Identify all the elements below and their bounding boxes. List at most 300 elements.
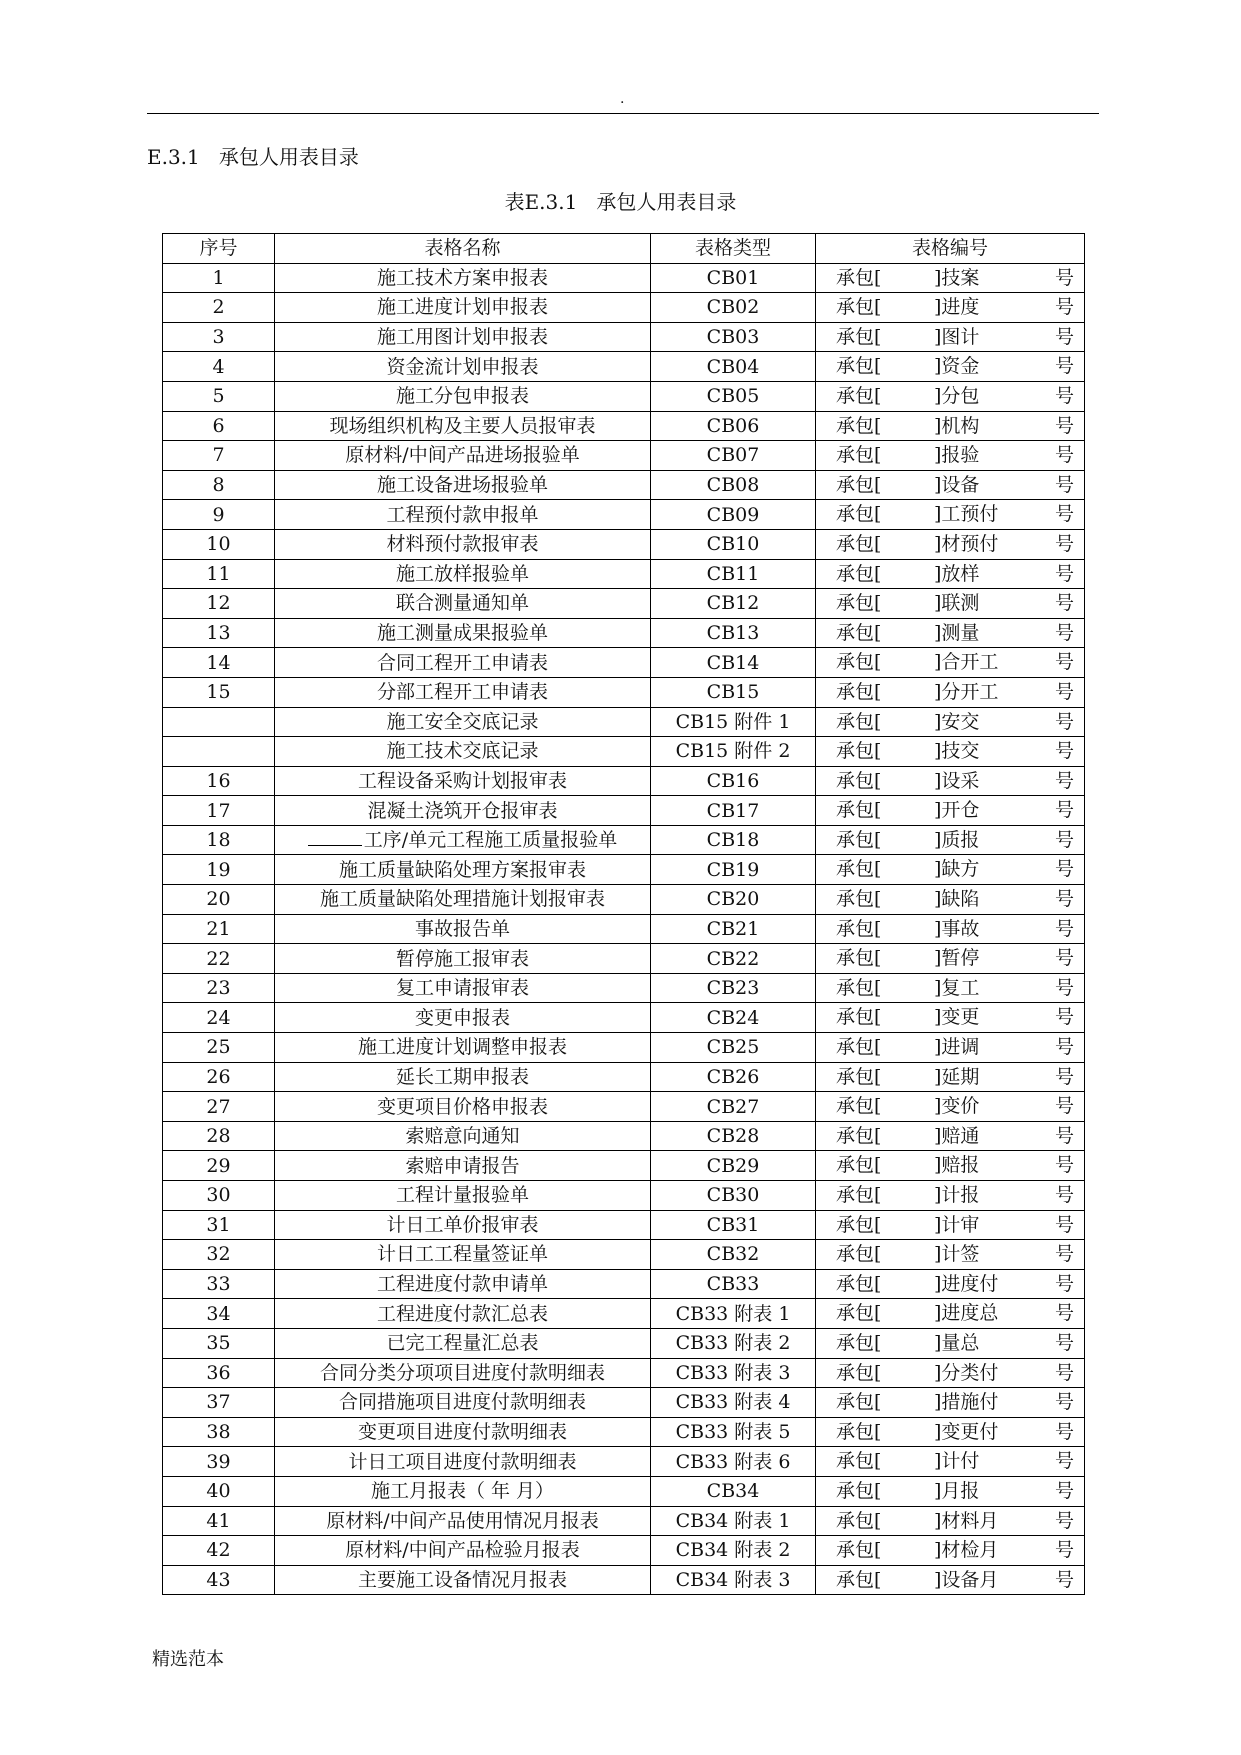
- table-row: [163, 618, 1085, 648]
- row-form-code: [816, 1447, 1085, 1477]
- row-form-type: CB24: [651, 1003, 816, 1033]
- row-code-suffix: 号: [1054, 532, 1074, 555]
- row-form-type: CB16: [651, 766, 816, 796]
- row-code-suffix: 号: [1054, 740, 1074, 763]
- row-code-suffix: 号: [1054, 1302, 1074, 1325]
- row-code-prefix: 承包[: [836, 532, 882, 555]
- header-serial-number: 序号: [163, 234, 275, 264]
- table-row: [163, 1536, 1085, 1566]
- row-form-name: [275, 648, 651, 678]
- row-form-name: [275, 618, 651, 648]
- row-form-name: [275, 263, 651, 293]
- row-form-type: CB19: [651, 855, 816, 885]
- row-code-prefix: 承包[: [836, 947, 882, 970]
- table-row: [163, 1299, 1085, 1329]
- row-form-name: [275, 1092, 651, 1122]
- table-row: [163, 1506, 1085, 1536]
- row-serial-number: 24: [163, 1003, 275, 1033]
- row-form-code: [816, 500, 1085, 530]
- row-form-code: [816, 1092, 1085, 1122]
- row-code-prefix: 承包[: [836, 888, 882, 911]
- row-code-abbrev: ]计签: [934, 1243, 980, 1266]
- row-form-type: CB34 附表 1: [651, 1506, 816, 1536]
- row-form-name-text: 资金流计划申报表: [386, 355, 539, 378]
- row-code-suffix: 号: [1054, 651, 1074, 674]
- row-serial-number: 8: [163, 470, 275, 500]
- row-serial-number: 14: [163, 648, 275, 678]
- row-form-name: [275, 1476, 651, 1506]
- row-code-suffix: 号: [1054, 266, 1074, 289]
- row-code-prefix: 承包[: [836, 1272, 882, 1295]
- row-serial-number: 35: [163, 1328, 275, 1358]
- row-form-name-text: 变更项目价格申报表: [376, 1095, 548, 1118]
- row-form-name-text: 索赔意向通知: [405, 1125, 520, 1148]
- table-row: [163, 1151, 1085, 1181]
- table-row: [163, 707, 1085, 737]
- row-code-suffix: 号: [1054, 384, 1074, 407]
- row-form-type: CB07: [651, 441, 816, 471]
- table-row: [163, 352, 1085, 382]
- row-code-prefix: 承包[: [836, 384, 882, 407]
- row-code-prefix: 承包[: [836, 1036, 882, 1059]
- table-row: [163, 1062, 1085, 1092]
- row-form-name-text: 事故报告单: [414, 917, 510, 940]
- table-row: [163, 1328, 1085, 1358]
- row-code-abbrev: ]赔报: [934, 1154, 980, 1177]
- row-form-name: [275, 973, 651, 1003]
- row-form-code: [816, 1476, 1085, 1506]
- row-code-abbrev: ]事故: [934, 917, 980, 940]
- row-form-name-text: 施工分包申报表: [395, 385, 529, 408]
- row-form-name: [275, 1181, 651, 1211]
- row-code-suffix: 号: [1054, 1184, 1074, 1206]
- row-form-type: CB33 附表 5: [651, 1417, 816, 1447]
- table-row: [163, 559, 1085, 589]
- row-code-prefix: 承包[: [836, 1065, 882, 1088]
- row-code-suffix: 号: [1054, 1450, 1074, 1473]
- row-form-code: [816, 648, 1085, 678]
- row-form-name: [275, 1358, 651, 1388]
- table-row: [163, 677, 1085, 707]
- row-form-name-text: 计日工工程量签证单: [376, 1243, 548, 1266]
- table-row: [163, 500, 1085, 530]
- row-code-abbrev: ]分类付: [934, 1361, 999, 1384]
- row-code-abbrev: ]进调: [934, 1036, 980, 1059]
- row-code-prefix: 承包[: [836, 562, 882, 585]
- row-form-name-text: 主要施工设备情况月报表: [357, 1569, 567, 1592]
- row-form-name: [275, 737, 651, 767]
- row-form-name-text: 工程设备采购计划报审表: [357, 769, 567, 792]
- row-code-abbrev: ]机构: [934, 414, 980, 437]
- row-form-type: CB23: [651, 973, 816, 1003]
- row-code-suffix: 号: [1054, 1539, 1074, 1562]
- row-form-code: [816, 352, 1085, 382]
- row-form-name: [275, 766, 651, 796]
- row-form-code: [816, 1181, 1085, 1211]
- row-serial-number: 36: [163, 1358, 275, 1388]
- row-code-suffix: 号: [1054, 976, 1074, 999]
- row-serial-number: [163, 707, 275, 737]
- row-serial-number: 4: [163, 352, 275, 382]
- row-serial-number: 42: [163, 1536, 275, 1566]
- row-serial-number: [163, 737, 275, 767]
- row-serial-number: 26: [163, 1062, 275, 1092]
- row-form-code: [816, 381, 1085, 411]
- row-code-suffix: 号: [1054, 1243, 1074, 1266]
- row-serial-number: 17: [163, 796, 275, 826]
- row-serial-number: 19: [163, 855, 275, 885]
- row-form-name-text: 施工进度计划调整申报表: [357, 1036, 567, 1059]
- table-row: [163, 944, 1085, 974]
- row-code-prefix: 承包[: [836, 976, 882, 999]
- row-form-name-text: 施工放样报验单: [395, 562, 529, 585]
- row-form-code: [816, 1003, 1085, 1033]
- row-serial-number: 22: [163, 944, 275, 974]
- row-form-name-text: 计日工项目进度付款明细表: [348, 1450, 577, 1473]
- row-form-code: [816, 825, 1085, 855]
- row-form-code: [816, 1033, 1085, 1063]
- row-code-prefix: 承包[: [836, 1095, 882, 1118]
- row-form-name-text: 延长工期申报表: [395, 1065, 529, 1088]
- row-serial-number: 39: [163, 1447, 275, 1477]
- row-code-abbrev: ]设备月: [934, 1568, 999, 1591]
- row-code-suffix: 号: [1054, 947, 1074, 970]
- row-code-prefix: 承包[: [836, 414, 882, 437]
- row-code-abbrev: ]量总: [934, 1331, 980, 1354]
- row-form-name-text: 工程预付款申报单: [386, 503, 539, 526]
- row-code-suffix: 号: [1054, 562, 1074, 585]
- row-code-prefix: 承包[: [836, 1391, 882, 1414]
- row-code-abbrev: ]报验: [934, 444, 980, 467]
- row-form-code: [816, 1328, 1085, 1358]
- row-form-type: CB03: [651, 322, 816, 352]
- row-form-type: CB10: [651, 529, 816, 559]
- table-row: [163, 1447, 1085, 1477]
- row-code-abbrev: ]图计: [934, 325, 980, 348]
- row-code-suffix: 号: [1054, 325, 1074, 348]
- row-form-type: CB06: [651, 411, 816, 441]
- row-serial-number: 2: [163, 293, 275, 323]
- row-form-name-text: 索赔申请报告: [405, 1154, 520, 1177]
- row-serial-number: 37: [163, 1388, 275, 1418]
- table-row: [163, 1388, 1085, 1418]
- table-row: [163, 263, 1085, 293]
- row-form-type: CB25: [651, 1033, 816, 1063]
- row-form-name: [275, 707, 651, 737]
- row-form-type: CB17: [651, 796, 816, 826]
- header-rule: [147, 113, 1099, 114]
- row-code-suffix: 号: [1054, 1420, 1074, 1443]
- table-body: [163, 263, 1085, 1595]
- row-form-code: [816, 589, 1085, 619]
- row-form-name-text: 已完工程量汇总表: [386, 1332, 539, 1355]
- row-code-abbrev: ]测量: [934, 621, 980, 644]
- row-form-code: [816, 411, 1085, 441]
- row-form-type: CB12: [651, 589, 816, 619]
- row-serial-number: 18: [163, 825, 275, 855]
- row-form-type: CB31: [651, 1210, 816, 1240]
- header-form-type: 表格类型: [651, 234, 816, 264]
- table-row: [163, 1240, 1085, 1270]
- table-row: [163, 914, 1085, 944]
- table-row: [163, 973, 1085, 1003]
- row-form-code: [816, 1062, 1085, 1092]
- table-row: [163, 855, 1085, 885]
- row-code-abbrev: ]材预付: [934, 532, 999, 555]
- row-form-type: CB18: [651, 825, 816, 855]
- row-serial-number: 7: [163, 441, 275, 471]
- row-form-name-text: 变更申报表: [414, 1006, 510, 1029]
- header-mark: .: [620, 91, 625, 107]
- row-form-name-text: 暂停施工报审表: [395, 947, 529, 970]
- row-code-abbrev: ]放样: [934, 562, 980, 585]
- row-code-prefix: 承包[: [836, 858, 882, 881]
- row-form-code: [816, 1240, 1085, 1270]
- row-code-suffix: 号: [1054, 710, 1074, 733]
- row-code-abbrev: ]变更: [934, 1006, 980, 1029]
- row-form-code: [816, 529, 1085, 559]
- row-code-suffix: 号: [1054, 799, 1074, 822]
- row-form-name-text: 分部工程开工申请表: [376, 681, 548, 704]
- row-form-name-text: 施工质量缺陷处理方案报审表: [338, 858, 586, 881]
- row-form-type: CB21: [651, 914, 816, 944]
- row-form-name: [275, 1151, 651, 1181]
- row-form-type: CB15 附件 2: [651, 737, 816, 767]
- row-form-code: [816, 1269, 1085, 1299]
- row-form-name-text: 现场组织机构及主要人员报审表: [329, 414, 596, 437]
- row-form-type: CB28: [651, 1121, 816, 1151]
- row-code-abbrev: ]安交: [934, 710, 980, 733]
- row-form-name: [275, 1328, 651, 1358]
- row-form-type: CB08: [651, 470, 816, 500]
- row-form-code: [816, 944, 1085, 974]
- row-form-type: CB20: [651, 885, 816, 915]
- row-serial-number: 3: [163, 322, 275, 352]
- table-row: [163, 1003, 1085, 1033]
- row-code-abbrev: ]材检月: [934, 1539, 999, 1562]
- row-form-type: CB01: [651, 263, 816, 293]
- row-code-abbrev: ]变更付: [934, 1420, 999, 1443]
- row-code-abbrev: ]计报: [934, 1184, 980, 1206]
- row-form-name-text: 工程计量报验单: [395, 1184, 529, 1207]
- row-form-name: [275, 914, 651, 944]
- row-code-abbrev: ]工预付: [934, 503, 999, 526]
- table-header-row: [163, 234, 1085, 264]
- row-form-name: [275, 1062, 651, 1092]
- row-form-code: [816, 1151, 1085, 1181]
- table-row: [163, 589, 1085, 619]
- row-code-prefix: 承包[: [836, 444, 882, 467]
- row-form-code: [816, 1358, 1085, 1388]
- row-code-prefix: 承包[: [836, 1006, 882, 1029]
- row-code-abbrev: ]措施付: [934, 1391, 999, 1414]
- row-serial-number: 38: [163, 1417, 275, 1447]
- row-code-abbrev: ]缺陷: [934, 888, 980, 911]
- row-form-name-text: 施工技术方案申报表: [376, 266, 548, 289]
- row-form-name-text: 工序/单元工程施工质量报验单: [363, 829, 618, 852]
- row-form-name: [275, 352, 651, 382]
- row-form-type: CB33 附表 1: [651, 1299, 816, 1329]
- row-code-prefix: 承包[: [836, 592, 882, 615]
- table-row: [163, 737, 1085, 767]
- row-code-abbrev: ]合开工: [934, 651, 999, 674]
- row-serial-number: 16: [163, 766, 275, 796]
- row-code-suffix: 号: [1054, 769, 1074, 792]
- row-serial-number: 41: [163, 1506, 275, 1536]
- row-form-type: CB15: [651, 677, 816, 707]
- row-form-type: CB15 附件 1: [651, 707, 816, 737]
- row-form-name-text: 混凝土浇筑开仓报审表: [367, 799, 558, 822]
- table-row: [163, 381, 1085, 411]
- row-form-type: CB34 附表 2: [651, 1536, 816, 1566]
- row-form-name: [275, 470, 651, 500]
- row-code-abbrev: ]变价: [934, 1095, 980, 1118]
- row-form-name-text: 工程进度付款汇总表: [376, 1302, 548, 1325]
- row-code-prefix: 承包[: [836, 325, 882, 348]
- row-form-code: [816, 973, 1085, 1003]
- row-form-code: [816, 796, 1085, 826]
- row-code-prefix: 承包[: [836, 828, 882, 851]
- row-form-name: [275, 1299, 651, 1329]
- row-code-abbrev: ]复工: [934, 976, 980, 999]
- row-form-name-text: 施工测量成果报验单: [376, 622, 548, 645]
- row-serial-number: 1: [163, 263, 275, 293]
- row-code-suffix: 号: [1054, 1006, 1074, 1029]
- row-form-name-text: 施工技术交底记录: [386, 740, 539, 763]
- row-code-abbrev: ]质报: [934, 828, 980, 851]
- row-code-suffix: 号: [1054, 858, 1074, 881]
- row-form-name-text: 施工进度计划申报表: [376, 296, 548, 319]
- row-form-name-text: 材料预付款报审表: [386, 533, 539, 556]
- row-code-prefix: 承包[: [836, 355, 882, 378]
- row-form-code: [816, 855, 1085, 885]
- row-code-suffix: 号: [1054, 1361, 1074, 1384]
- table-row: [163, 322, 1085, 352]
- row-code-suffix: 号: [1054, 828, 1074, 851]
- row-form-name: [275, 322, 651, 352]
- table-row: [163, 1565, 1085, 1595]
- row-code-prefix: 承包[: [836, 1568, 882, 1591]
- row-form-code: [816, 737, 1085, 767]
- row-serial-number: 20: [163, 885, 275, 915]
- row-form-type: CB33 附表 3: [651, 1358, 816, 1388]
- row-code-abbrev: ]计付: [934, 1450, 980, 1473]
- table-row: [163, 293, 1085, 323]
- row-code-abbrev: ]进度总: [934, 1302, 999, 1325]
- row-form-name-text: 原材料/中间产品进场报验单: [345, 444, 580, 467]
- row-code-prefix: 承包[: [836, 680, 882, 703]
- row-form-code: [816, 1506, 1085, 1536]
- row-code-prefix: 承包[: [836, 1331, 882, 1354]
- table-row: [163, 825, 1085, 855]
- row-form-type: CB02: [651, 293, 816, 323]
- row-form-type: CB33 附表 4: [651, 1388, 816, 1418]
- row-code-abbrev: ]进度付: [934, 1272, 999, 1295]
- row-code-abbrev: ]计审: [934, 1213, 980, 1236]
- row-code-suffix: 号: [1054, 1568, 1074, 1591]
- row-code-prefix: 承包[: [836, 1361, 882, 1384]
- row-code-abbrev: ]技交: [934, 740, 980, 763]
- row-form-code: [816, 470, 1085, 500]
- row-code-suffix: 号: [1054, 1036, 1074, 1059]
- row-code-abbrev: ]技案: [934, 266, 980, 289]
- row-code-suffix: 号: [1054, 592, 1074, 615]
- row-form-name: [275, 1003, 651, 1033]
- row-form-type: CB34 附表 3: [651, 1565, 816, 1595]
- row-code-suffix: 号: [1054, 503, 1074, 526]
- row-form-name-text: 合同措施项目进度付款明细表: [338, 1391, 586, 1414]
- row-code-prefix: 承包[: [836, 296, 882, 319]
- row-serial-number: 13: [163, 618, 275, 648]
- row-form-name: [275, 885, 651, 915]
- table-row: [163, 1121, 1085, 1151]
- row-code-suffix: 号: [1054, 1391, 1074, 1414]
- row-form-code: [816, 1210, 1085, 1240]
- row-form-type: CB13: [651, 618, 816, 648]
- row-code-prefix: 承包[: [836, 1539, 882, 1562]
- row-form-name-text: 施工月报表（ 年 月）: [370, 1480, 555, 1503]
- row-form-type: CB29: [651, 1151, 816, 1181]
- row-code-prefix: 承包[: [836, 799, 882, 822]
- row-code-suffix: 号: [1054, 1479, 1074, 1502]
- row-serial-number: 9: [163, 500, 275, 530]
- row-form-name-text: 复工申请报审表: [395, 977, 529, 1000]
- table-row: [163, 1269, 1085, 1299]
- row-form-name: [275, 1269, 651, 1299]
- row-form-code: [816, 1121, 1085, 1151]
- row-form-code: [816, 914, 1085, 944]
- row-form-type: CB33 附表 2: [651, 1328, 816, 1358]
- row-form-name-text: 原材料/中间产品检验月报表: [345, 1539, 580, 1562]
- table-row: [163, 766, 1085, 796]
- row-code-prefix: 承包[: [836, 1479, 882, 1502]
- row-code-prefix: 承包[: [836, 1509, 882, 1532]
- row-code-prefix: 承包[: [836, 917, 882, 940]
- row-form-name-text: 施工用图计划申报表: [376, 326, 548, 349]
- row-code-suffix: 号: [1054, 1154, 1074, 1177]
- row-form-type: CB04: [651, 352, 816, 382]
- row-form-name: [275, 1417, 651, 1447]
- row-form-code: [816, 322, 1085, 352]
- row-form-name: [275, 1210, 651, 1240]
- row-code-abbrev: ]资金: [934, 355, 980, 378]
- row-form-type: CB33: [651, 1269, 816, 1299]
- row-form-type: CB34: [651, 1476, 816, 1506]
- row-code-abbrev: ]材料月: [934, 1509, 999, 1532]
- row-form-code: [816, 677, 1085, 707]
- table-row: [163, 1476, 1085, 1506]
- table-row: [163, 796, 1085, 826]
- row-form-name-text: 原材料/中间产品使用情况月报表: [326, 1509, 599, 1532]
- table-row: [163, 885, 1085, 915]
- row-serial-number: 28: [163, 1121, 275, 1151]
- row-code-suffix: 号: [1054, 1509, 1074, 1532]
- row-code-suffix: 号: [1054, 1331, 1074, 1354]
- table-row: [163, 1358, 1085, 1388]
- row-code-prefix: 承包[: [836, 1213, 882, 1236]
- row-code-suffix: 号: [1054, 621, 1074, 644]
- row-code-prefix: 承包[: [836, 473, 882, 496]
- row-serial-number: 11: [163, 559, 275, 589]
- row-code-suffix: 号: [1054, 917, 1074, 940]
- row-form-name: [275, 1240, 651, 1270]
- row-code-suffix: 号: [1054, 1272, 1074, 1295]
- row-form-type: CB27: [651, 1092, 816, 1122]
- row-serial-number: 25: [163, 1033, 275, 1063]
- row-code-prefix: 承包[: [836, 769, 882, 792]
- row-code-abbrev: ]联测: [934, 592, 980, 615]
- row-serial-number: 29: [163, 1151, 275, 1181]
